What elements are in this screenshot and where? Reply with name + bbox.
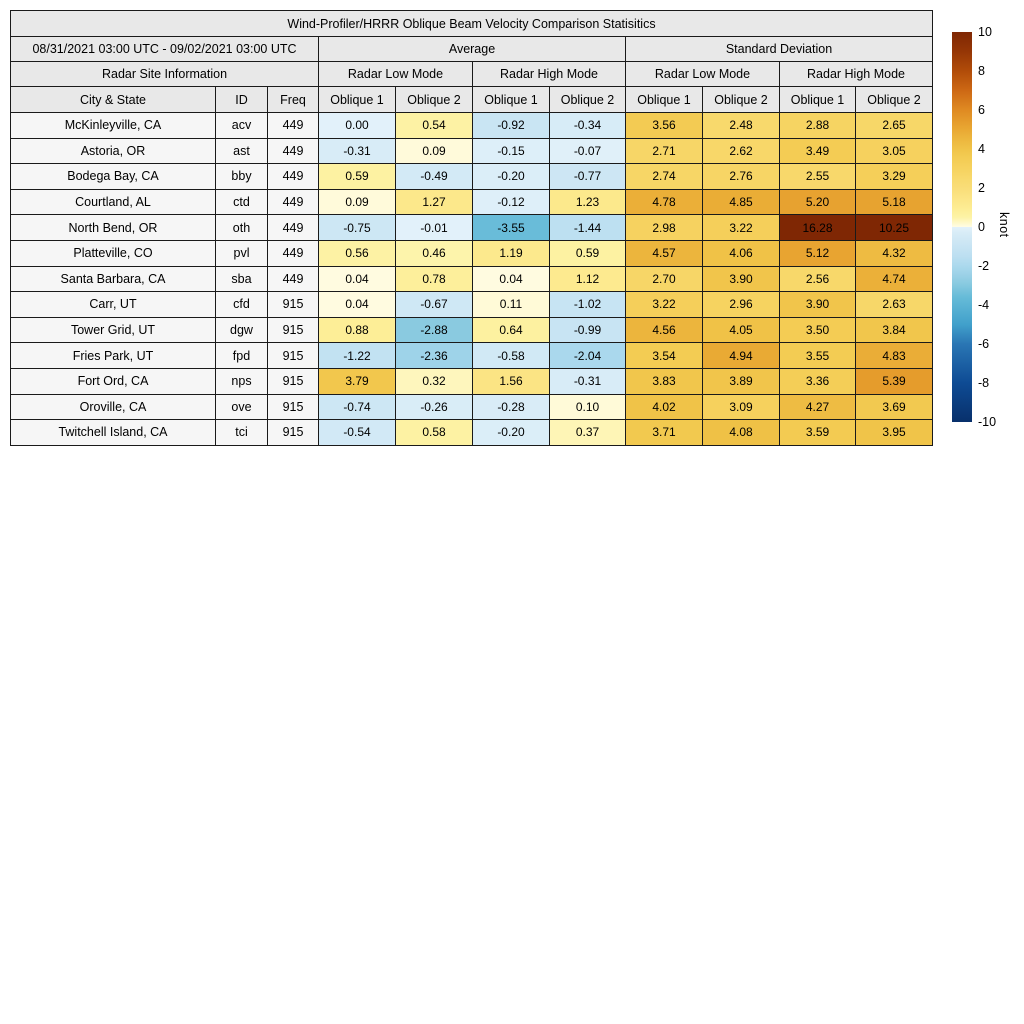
value-cell: 3.71 <box>626 420 703 446</box>
table-row <box>11 394 933 420</box>
value-cell: 10.25 <box>856 215 933 241</box>
value-cell: 2.71 <box>626 138 703 164</box>
value-cell: 3.50 <box>780 317 856 343</box>
table-row <box>11 113 933 139</box>
site-id-cell: oth <box>216 215 268 241</box>
value-cell: 3.84 <box>856 317 933 343</box>
value-cell: 0.58 <box>396 420 473 446</box>
value-cell: 5.12 <box>780 240 856 266</box>
value-cell: 0.78 <box>396 266 473 292</box>
colorbar-tick-label: 2 <box>978 181 985 195</box>
value-cell: -0.74 <box>319 394 396 420</box>
city-cell: Courtland, AL <box>11 189 216 215</box>
site-id-cell: ove <box>216 394 268 420</box>
city-cell: Tower Grid, UT <box>11 317 216 343</box>
site-id-cell: cfd <box>216 292 268 318</box>
value-cell: 3.59 <box>780 420 856 446</box>
value-cell: -0.20 <box>473 164 550 190</box>
value-cell: 4.08 <box>703 420 780 446</box>
value-cell: -0.67 <box>396 292 473 318</box>
value-cell: 1.19 <box>473 240 550 266</box>
value-cell: 3.56 <box>626 113 703 139</box>
colorbar-tick-label: 8 <box>978 64 985 78</box>
value-cell: 2.74 <box>626 164 703 190</box>
table-row <box>11 343 933 369</box>
col-header-city-state: City & State <box>11 87 216 113</box>
value-cell: 0.46 <box>396 240 473 266</box>
table-row <box>11 368 933 394</box>
city-cell: Oroville, CA <box>11 394 216 420</box>
value-cell: 2.70 <box>626 266 703 292</box>
value-cell: 4.74 <box>856 266 933 292</box>
value-cell: 4.02 <box>626 394 703 420</box>
value-cell: 0.56 <box>319 240 396 266</box>
value-cell: -0.20 <box>473 420 550 446</box>
site-id-cell: fpd <box>216 343 268 369</box>
value-cell: 2.63 <box>856 292 933 318</box>
stats-table <box>10 10 933 446</box>
freq-cell: 449 <box>268 266 319 292</box>
value-cell: -1.44 <box>550 215 626 241</box>
value-cell: -0.12 <box>473 189 550 215</box>
col-header-oblique1: Oblique 1 <box>473 87 550 113</box>
value-cell: -3.55 <box>473 215 550 241</box>
value-cell: 3.79 <box>319 368 396 394</box>
freq-cell: 915 <box>268 394 319 420</box>
value-cell: -1.22 <box>319 343 396 369</box>
value-cell: 3.55 <box>780 343 856 369</box>
avg-low-mode-header: Radar Low Mode <box>319 62 473 87</box>
value-cell: 5.18 <box>856 189 933 215</box>
colorbar-tick-label: 0 <box>978 220 985 234</box>
value-cell: -2.04 <box>550 343 626 369</box>
city-cell: Astoria, OR <box>11 138 216 164</box>
col-header-freq: Freq <box>268 87 319 113</box>
table-body <box>11 113 933 446</box>
city-cell: Bodega Bay, CA <box>11 164 216 190</box>
colorbar-tick-label: -2 <box>978 259 990 273</box>
value-cell: 0.04 <box>473 266 550 292</box>
value-cell: 4.32 <box>856 240 933 266</box>
value-cell: 1.27 <box>396 189 473 215</box>
site-id-cell: bby <box>216 164 268 190</box>
value-cell: -0.77 <box>550 164 626 190</box>
value-cell: 0.00 <box>319 113 396 139</box>
value-cell: -0.31 <box>550 368 626 394</box>
value-cell: 4.56 <box>626 317 703 343</box>
col-header-oblique1: Oblique 1 <box>780 87 856 113</box>
value-cell: 4.83 <box>856 343 933 369</box>
value-cell: 3.90 <box>780 292 856 318</box>
table-row <box>11 215 933 241</box>
colorbar-tick-label: -8 <box>978 376 990 390</box>
colorbar-tick-label: 10 <box>978 25 992 39</box>
value-cell: -0.31 <box>319 138 396 164</box>
std-high-mode-header: Radar High Mode <box>780 62 933 87</box>
value-cell: 4.94 <box>703 343 780 369</box>
value-cell: 5.39 <box>856 368 933 394</box>
value-cell: 2.48 <box>703 113 780 139</box>
table-row <box>11 138 933 164</box>
freq-cell: 449 <box>268 215 319 241</box>
city-cell: McKinleyville, CA <box>11 113 216 139</box>
freq-cell: 915 <box>268 292 319 318</box>
col-header-oblique1: Oblique 1 <box>626 87 703 113</box>
value-cell: 3.36 <box>780 368 856 394</box>
value-cell: -0.99 <box>550 317 626 343</box>
colorbar-gradient <box>952 32 972 422</box>
value-cell: -2.36 <box>396 343 473 369</box>
site-id-cell: acv <box>216 113 268 139</box>
city-cell: Twitchell Island, CA <box>11 420 216 446</box>
site-id-cell: pvl <box>216 240 268 266</box>
freq-cell: 915 <box>268 343 319 369</box>
col-header-oblique2: Oblique 2 <box>396 87 473 113</box>
value-cell: -2.88 <box>396 317 473 343</box>
city-cell: Santa Barbara, CA <box>11 266 216 292</box>
value-cell: 0.04 <box>319 266 396 292</box>
value-cell: 3.54 <box>626 343 703 369</box>
value-cell: 3.95 <box>856 420 933 446</box>
freq-cell: 449 <box>268 240 319 266</box>
table-row <box>11 164 933 190</box>
value-cell: 0.04 <box>319 292 396 318</box>
value-cell: 3.89 <box>703 368 780 394</box>
value-cell: 5.20 <box>780 189 856 215</box>
value-cell: 0.09 <box>396 138 473 164</box>
value-cell: -0.15 <box>473 138 550 164</box>
col-header-oblique2: Oblique 2 <box>550 87 626 113</box>
value-cell: 4.06 <box>703 240 780 266</box>
value-cell: 3.49 <box>780 138 856 164</box>
value-cell: 16.28 <box>780 215 856 241</box>
value-cell: -1.02 <box>550 292 626 318</box>
freq-cell: 449 <box>268 164 319 190</box>
value-cell: 0.37 <box>550 420 626 446</box>
value-cell: 3.90 <box>703 266 780 292</box>
freq-cell: 449 <box>268 189 319 215</box>
value-cell: 3.22 <box>703 215 780 241</box>
value-cell: 0.11 <box>473 292 550 318</box>
col-header-oblique2: Oblique 2 <box>856 87 933 113</box>
site-id-cell: ctd <box>216 189 268 215</box>
table-row <box>11 420 933 446</box>
value-cell: 2.62 <box>703 138 780 164</box>
col-header-id: ID <box>216 87 268 113</box>
site-id-cell: dgw <box>216 317 268 343</box>
table-row <box>11 292 933 318</box>
site-id-cell: tci <box>216 420 268 446</box>
value-cell: 3.05 <box>856 138 933 164</box>
value-cell: 2.55 <box>780 164 856 190</box>
value-cell: -0.28 <box>473 394 550 420</box>
value-cell: -0.54 <box>319 420 396 446</box>
site-info-header: Radar Site Information <box>11 62 319 87</box>
value-cell: 4.27 <box>780 394 856 420</box>
value-cell: -0.34 <box>550 113 626 139</box>
value-cell: 4.05 <box>703 317 780 343</box>
value-cell: 3.29 <box>856 164 933 190</box>
table-title: Wind-Profiler/HRRR Oblique Beam Velocity Comparison Statisitics <box>11 11 933 37</box>
site-id-cell: ast <box>216 138 268 164</box>
value-cell: 0.59 <box>550 240 626 266</box>
value-cell: 3.09 <box>703 394 780 420</box>
value-cell: 1.23 <box>550 189 626 215</box>
city-cell: Carr, UT <box>11 292 216 318</box>
table-row <box>11 189 933 215</box>
colorbar-unit-label: knot <box>997 212 1011 238</box>
value-cell: 4.78 <box>626 189 703 215</box>
value-cell: 4.85 <box>703 189 780 215</box>
value-cell: 2.65 <box>856 113 933 139</box>
value-cell: 1.12 <box>550 266 626 292</box>
value-cell: -0.01 <box>396 215 473 241</box>
freq-cell: 915 <box>268 420 319 446</box>
value-cell: -0.49 <box>396 164 473 190</box>
value-cell: 3.69 <box>856 394 933 420</box>
value-cell: -0.92 <box>473 113 550 139</box>
table-row <box>11 266 933 292</box>
colorbar-tick-label: 6 <box>978 103 985 117</box>
value-cell: 3.22 <box>626 292 703 318</box>
freq-cell: 449 <box>268 138 319 164</box>
value-cell: 0.59 <box>319 164 396 190</box>
value-cell: -0.07 <box>550 138 626 164</box>
date-range: 08/31/2021 03:00 UTC - 09/02/2021 03:00 UTC <box>11 37 319 62</box>
value-cell: 4.57 <box>626 240 703 266</box>
value-cell: 0.64 <box>473 317 550 343</box>
value-cell: 2.76 <box>703 164 780 190</box>
table-row <box>11 317 933 343</box>
colorbar-tick-label: -6 <box>978 337 990 351</box>
col-header-oblique1: Oblique 1 <box>319 87 396 113</box>
city-cell: Platteville, CO <box>11 240 216 266</box>
value-cell: -0.58 <box>473 343 550 369</box>
value-cell: 1.56 <box>473 368 550 394</box>
colorbar-tick-label: -10 <box>978 415 997 429</box>
group-header-average: Average <box>319 37 626 62</box>
freq-cell: 915 <box>268 317 319 343</box>
value-cell: -0.26 <box>396 394 473 420</box>
city-cell: Fries Park, UT <box>11 343 216 369</box>
value-cell: 0.09 <box>319 189 396 215</box>
value-cell: 0.88 <box>319 317 396 343</box>
value-cell: 2.98 <box>626 215 703 241</box>
col-header-oblique2: Oblique 2 <box>703 87 780 113</box>
city-cell: North Bend, OR <box>11 215 216 241</box>
value-cell: 2.96 <box>703 292 780 318</box>
value-cell: 0.10 <box>550 394 626 420</box>
colorbar-tick-label: -4 <box>978 298 990 312</box>
city-cell: Fort Ord, CA <box>11 368 216 394</box>
table-row <box>11 240 933 266</box>
value-cell: 0.54 <box>396 113 473 139</box>
group-header-std-deviation: Standard Deviation <box>626 37 933 62</box>
site-id-cell: sba <box>216 266 268 292</box>
value-cell: -0.75 <box>319 215 396 241</box>
freq-cell: 449 <box>268 113 319 139</box>
site-id-cell: nps <box>216 368 268 394</box>
value-cell: 2.88 <box>780 113 856 139</box>
std-low-mode-header: Radar Low Mode <box>626 62 780 87</box>
value-cell: 3.83 <box>626 368 703 394</box>
value-cell: 0.32 <box>396 368 473 394</box>
value-cell: 2.56 <box>780 266 856 292</box>
colorbar-tick-label: 4 <box>978 142 985 156</box>
avg-high-mode-header: Radar High Mode <box>473 62 626 87</box>
freq-cell: 915 <box>268 368 319 394</box>
